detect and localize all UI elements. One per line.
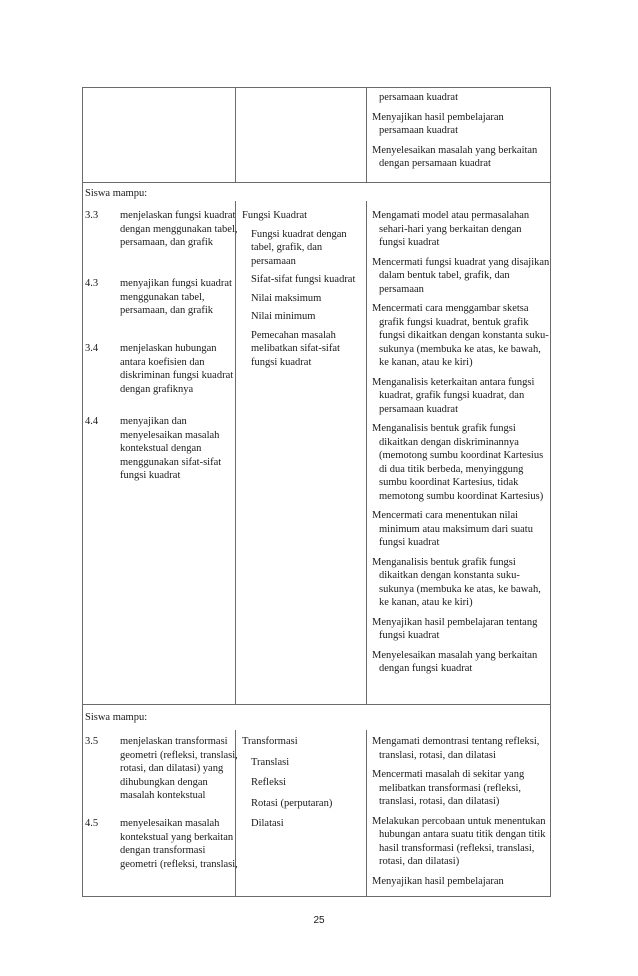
page-number: 25: [313, 915, 325, 926]
material-item: Translasi: [251, 756, 290, 768]
competency-text: menyelesaikan masalah kontekstual yang berkaitan dengan transformasi geometri (refleksi, translasi,: [120, 818, 238, 870]
border-col2-row2: [366, 201, 367, 704]
competency-number: 3.3: [85, 210, 99, 221]
activity-item: Menganalisis keterkaitan antara fungsi kuadrat, grafik fungsi kuadrat, dan persamaan kuadrat: [372, 376, 535, 415]
activity-item: Menyajikan hasil pembelajaran: [372, 875, 504, 887]
competency-text: menjelaskan hubungan antara koefisien dan diskriminan fungsi kuadrat dengan grafiknya: [120, 343, 234, 395]
material-item: Rotasi (perputaran): [251, 797, 333, 809]
activity-item: Menganalisis bentuk grafik fungsi dikaitkan dengan diskriminannya (memotong sumbu koordinat Kartesius di dua titik berbeda, menyinggung sumbu koordinat Kartesius, tidak memotong sumbu koordinat Kartesius): [372, 423, 544, 502]
material-title: Transformasi: [242, 736, 298, 747]
border-row2-bottom: [82, 704, 551, 705]
border-top: [82, 87, 551, 88]
activity-item: Menyelesaikan masalah yang berkaitan dengan persamaan kuadrat: [372, 144, 538, 169]
activity-item: persamaan kuadrat: [379, 92, 459, 103]
activity-item: Mencermati cara menentukan nilai minimum atau maksimum dari suatu fungsi kuadrat: [372, 510, 533, 548]
activity-item: Melakukan percobaan untuk menentukan hubungan antara suatu titik dengan titik hasil transformasi (refleksi, translasi, rotasi, dan dilatasi): [372, 815, 546, 867]
activity-item: Menganalisis bentuk grafik fungsi dikaitkan dengan konstanta suku-sukunya (membuka ke atas, ke bawah, ke kanan, atau ke kiri): [372, 556, 541, 608]
competency-number: 3.5: [85, 736, 99, 747]
border-col2-row3: [366, 730, 367, 896]
material-item: Pemecahan masalah melibatkan sifat-sifat fungsi kuadrat: [251, 329, 340, 368]
border-col1-row1: [235, 87, 236, 182]
border-col2-row1: [366, 87, 367, 182]
competency-text: menyajikan fungsi kuadrat menggunakan tabel, persamaan, dan grafik: [120, 278, 232, 316]
activity-item: Menyajikan hasil pembelajaran tentang fungsi kuadrat: [372, 616, 538, 641]
row2-header: Siswa mampu:: [85, 188, 148, 199]
material-item: Fungsi kuadrat dengan tabel, grafik, dan persamaan: [251, 228, 347, 267]
row2-activities: [372, 209, 550, 682]
activity-item: Mencermati fungsi kuadrat yang disajikan dalam bentuk tabel, grafik, dan persamaan: [372, 256, 550, 295]
material-title: Fungsi Kuadrat: [242, 210, 308, 221]
material-item: Nilai maksimum: [251, 292, 322, 304]
syllabus-table: [82, 87, 551, 897]
competency-number: 4.3: [85, 278, 99, 289]
competency-number: 4.5: [85, 818, 99, 829]
competency-number: 3.4: [85, 343, 99, 354]
activity-item: Mengamati demontrasi tentang refleksi, translasi, rotasi, dan dilatasi: [372, 736, 540, 761]
border-right: [550, 87, 551, 897]
material-item: Refleksi: [251, 777, 286, 788]
activity-item: Menyelesaikan masalah yang berkaitan dengan fungsi kuadrat: [372, 649, 538, 674]
row3-header: Siswa mampu:: [85, 712, 148, 723]
row3-competencies: [85, 735, 238, 895]
material-item: Sifat-sifat fungsi kuadrat: [251, 274, 356, 285]
row1-activities: [372, 91, 550, 177]
activity-item: Mengamati model atau permasalahan sehari-hari yang berkaitan dengan fungsi kuadrat: [372, 210, 530, 248]
material-item: Nilai minimum: [251, 311, 316, 322]
competency-text: menyajikan dan menyelesaikan masalah kontekstual dengan menggunakan sifat-sifat fungsi kuadrat: [120, 416, 222, 481]
competency-number: 4.4: [85, 416, 99, 427]
material-item: Dilatasi: [251, 818, 284, 829]
border-row1-bottom: [82, 182, 551, 183]
row2-competencies: [85, 209, 238, 689]
activity-item: Menyajikan hasil pembelajaran persamaan kuadrat: [372, 111, 504, 136]
row2-materials: [242, 209, 364, 374]
row3-materials: [242, 735, 364, 838]
activity-item: Mencermati cara menggambar sketsa grafik fungsi kuadrat, bentuk grafik fungsi dikaitkan dengan konstanta suku-sukunya (membuka ke atas, ke bawah, ke kanan, atau ke kiri): [372, 303, 549, 368]
activity-item: Mencermati masalah di sekitar yang melibatkan transformasi (refleksi, translasi, rotasi, dan dilatasi): [372, 769, 525, 807]
competency-text: menjelaskan transformasi geometri (refleksi, translasi, rotasi, dan dilatasi) yang dihubungkan dengan masalah kontekstual: [120, 736, 238, 801]
row3-activities: [372, 735, 550, 894]
border-bottom: [82, 896, 551, 897]
border-left: [82, 87, 83, 897]
competency-text: menjelaskan fungsi kuadrat dengan menggunakan tabel, persamaan, dan grafik: [120, 210, 238, 248]
